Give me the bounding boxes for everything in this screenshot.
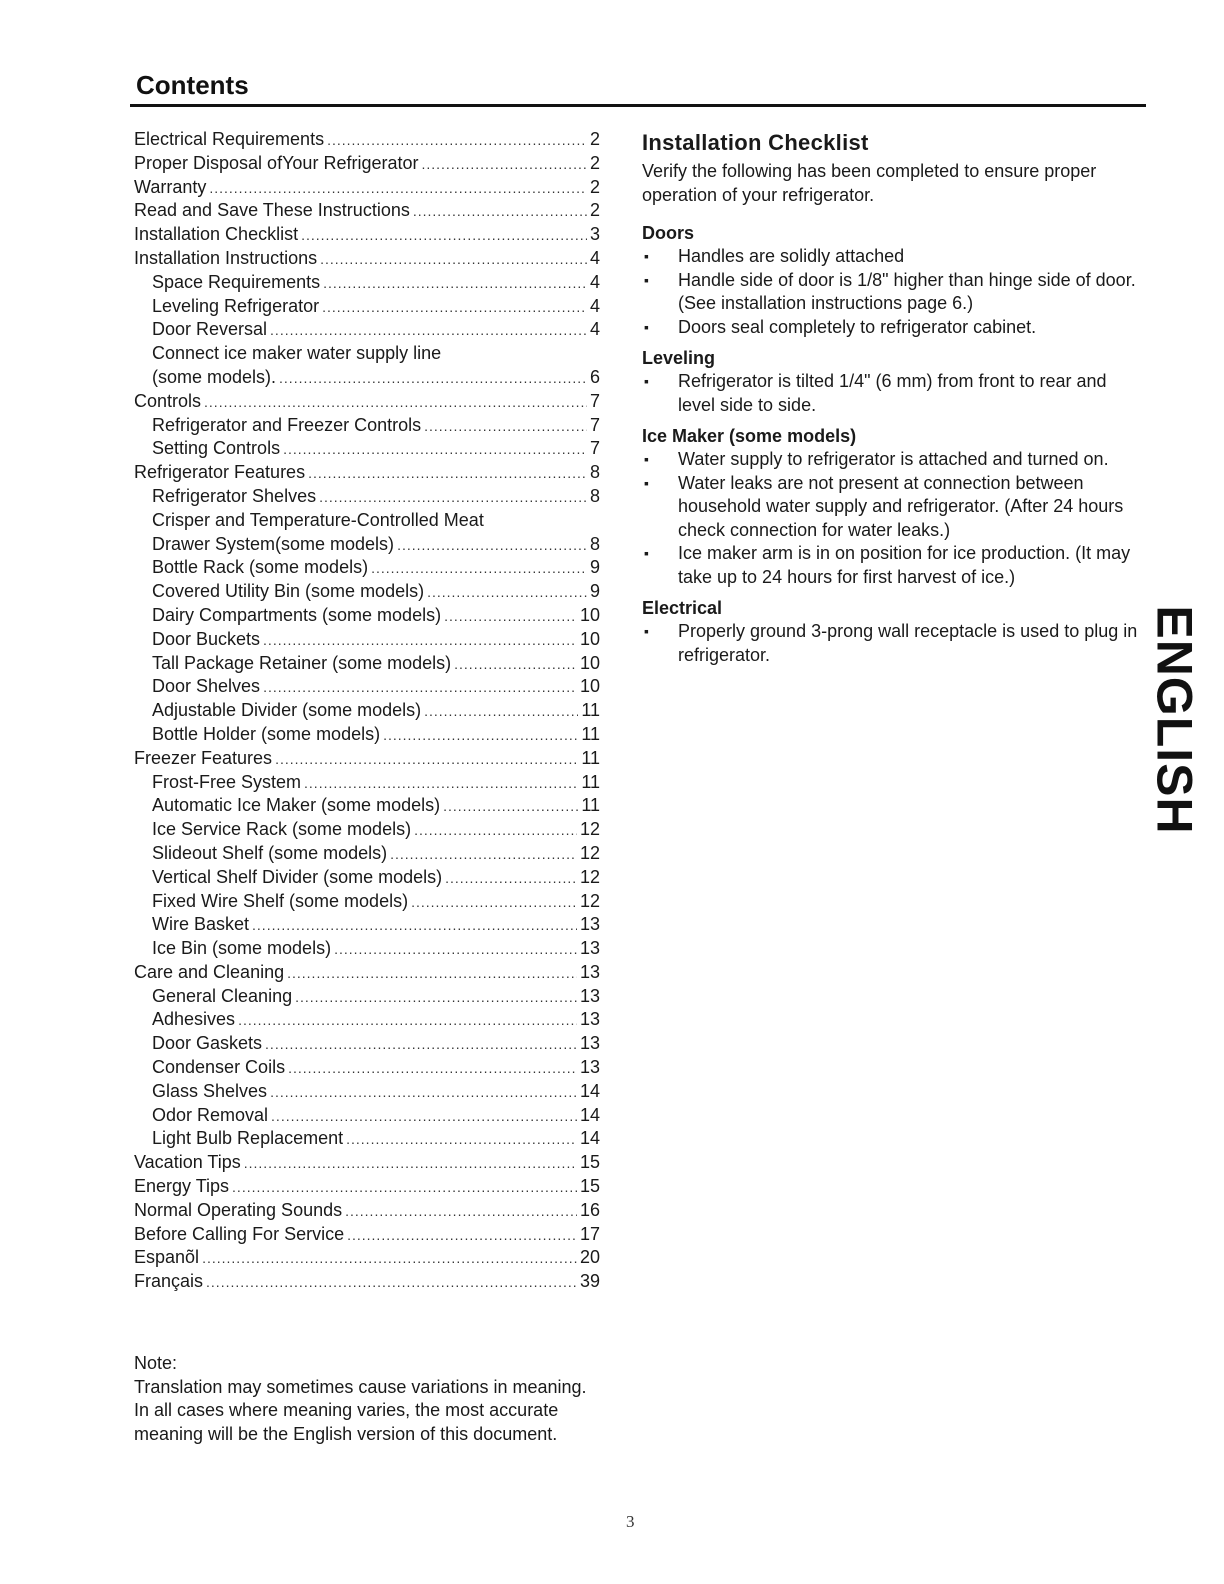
- toc-entry-page: 39: [579, 1271, 600, 1292]
- bullet-icon: ▪: [644, 318, 649, 335]
- toc-entry-label: Vertical Shelf Divider (some models): [152, 866, 443, 887]
- toc-entry-page: 16: [579, 1199, 600, 1220]
- toc-entry-label: Glass Shelves: [152, 1080, 268, 1101]
- toc-entry-label: Installation Checklist: [134, 224, 299, 245]
- toc-entry-page: 13: [579, 961, 600, 982]
- toc-dot-leader: [244, 1152, 577, 1176]
- installation-checklist: [642, 130, 1142, 674]
- bullet-icon: ▪: [644, 248, 649, 264]
- toc-entry[interactable]: [134, 1151, 600, 1175]
- translation-note: [134, 1352, 654, 1446]
- checklist-item: [642, 316, 1142, 340]
- toc-entry-page: 20: [579, 1247, 600, 1268]
- language-side-tab: [1147, 604, 1203, 836]
- toc-entry-label: Espanõl: [134, 1247, 200, 1268]
- toc-dot-leader: [238, 1009, 577, 1033]
- checklist-section: [642, 346, 1142, 417]
- toc-entry-label: Freezer Features: [134, 747, 273, 768]
- toc-dot-leader: [445, 867, 577, 891]
- toc-entry-page: 10: [579, 652, 600, 673]
- toc-entry-label: Ice Bin (some models): [152, 938, 332, 959]
- toc-dot-leader: [397, 534, 587, 558]
- toc-entry-label: Leveling Refrigerator: [152, 295, 320, 316]
- checklist-item-text: Refrigerator is tilted 1/4" (6 mm) from front to rear and level side to side.: [678, 371, 1107, 415]
- checklist-section: [642, 596, 1142, 667]
- toc-entry[interactable]: [134, 176, 600, 200]
- toc-dot-leader: [270, 1081, 577, 1105]
- toc-entry[interactable]: [134, 628, 600, 652]
- toc-entry-label: Proper Disposal ofYour Refrigerator: [134, 152, 419, 173]
- toc-entry-label: Dairy Compartments (some models): [152, 604, 442, 625]
- toc-dot-leader: [424, 700, 578, 724]
- checklist-item-text: Doors seal completely to refrigerator cabinet.: [678, 316, 1037, 337]
- toc-entry-label: Vacation Tips: [134, 1152, 241, 1173]
- checklist-section: [642, 221, 1142, 339]
- toc-entry[interactable]: [134, 1032, 600, 1056]
- toc-dot-leader: [209, 177, 587, 201]
- toc-dot-leader: [454, 653, 577, 677]
- toc-entry[interactable]: [134, 913, 600, 937]
- toc-entry[interactable]: [134, 199, 600, 223]
- toc-entry-page: 15: [579, 1176, 600, 1197]
- checklist-item: [642, 245, 1142, 269]
- toc-entry[interactable]: [134, 580, 600, 604]
- toc-entry[interactable]: [134, 747, 600, 771]
- checklist-item: [642, 448, 1142, 472]
- toc-dot-leader: [304, 772, 578, 796]
- toc-dot-leader: [283, 438, 587, 462]
- toc-entry-label: Slideout Shelf (some models): [152, 842, 388, 863]
- checklist-item-text: Water leaks are not present at connection between household water supply and refrigerator. (After 24 hours check connection for water leaks.): [678, 472, 1124, 540]
- toc-entry-label: Space Requirements: [152, 271, 321, 292]
- toc-entry-label: Setting Controls: [152, 438, 281, 459]
- toc-entry[interactable]: [134, 961, 600, 985]
- checklist-item: [642, 620, 1142, 667]
- toc-entry-label: Energy Tips: [134, 1176, 230, 1197]
- toc-entry-page: 11: [581, 771, 600, 792]
- toc-entry-label: General Cleaning: [152, 985, 293, 1006]
- checklist-sections: [642, 221, 1142, 667]
- toc-entry-label: Tall Package Retainer (some models): [152, 652, 452, 673]
- toc-entry[interactable]: [134, 128, 600, 152]
- bullet-icon: ▪: [644, 474, 649, 491]
- toc-dot-leader: [271, 1105, 577, 1129]
- toc-dot-leader: [334, 938, 577, 962]
- toc-entry-label: Electrical Requirements: [134, 129, 325, 149]
- toc-entry-page: 10: [579, 676, 600, 697]
- page-number: 3: [626, 1512, 635, 1531]
- toc-entry-label: Controls: [134, 390, 202, 411]
- toc-dot-leader: [270, 319, 587, 343]
- toc-entry-page: 2: [589, 152, 600, 173]
- toc-entry-page: 17: [579, 1223, 600, 1244]
- toc-entry-label: Adhesives: [152, 1009, 236, 1030]
- toc-dot-leader: [424, 415, 587, 439]
- toc-entry-page: 14: [579, 1104, 600, 1125]
- toc-entry[interactable]: [134, 818, 600, 842]
- toc-entry[interactable]: [134, 842, 600, 866]
- toc-entry-page: 10: [579, 604, 600, 625]
- table-of-contents: [134, 128, 600, 1294]
- toc-entry[interactable]: [134, 866, 600, 890]
- toc-entry[interactable]: [134, 723, 600, 747]
- bullet-icon: ▪: [644, 545, 649, 561]
- toc-entry[interactable]: [134, 271, 600, 295]
- toc-dot-leader: [414, 819, 577, 843]
- checklist-title: Installation Checklist: [642, 130, 869, 155]
- toc-entry-page: 4: [589, 295, 600, 316]
- toc-entry[interactable]: [134, 223, 600, 247]
- toc-entry-page: 7: [589, 438, 600, 459]
- toc-entry-label: Light Bulb Replacement: [152, 1128, 344, 1149]
- toc-entry-page: 12: [579, 866, 600, 887]
- toc-entry-page: 15: [579, 1152, 600, 1173]
- checklist-items: [642, 370, 1142, 417]
- toc-dot-leader: [263, 629, 577, 653]
- toc-entry[interactable]: [134, 794, 600, 818]
- toc-entry-page: 2: [589, 200, 600, 221]
- toc-entry[interactable]: [134, 652, 600, 676]
- toc-dot-leader: [279, 367, 587, 391]
- toc-dot-leader: [265, 1033, 577, 1057]
- toc-entry-page: 7: [589, 390, 600, 411]
- toc-dot-leader: [295, 986, 577, 1010]
- toc-entry-label: Covered Utility Bin (some models): [152, 581, 425, 602]
- toc-entry-page: 12: [579, 819, 600, 840]
- bullet-icon: ▪: [644, 623, 649, 639]
- toc-dot-leader: [202, 1247, 577, 1271]
- checklist-section-heading: Ice Maker (some models): [642, 426, 857, 446]
- toc-entry[interactable]: [134, 556, 600, 580]
- toc-entry[interactable]: [134, 485, 600, 509]
- toc-entry-label: Condenser Coils: [152, 1057, 286, 1078]
- toc-entry[interactable]: [134, 771, 600, 795]
- toc-entry-label: Bottle Holder (some models): [152, 723, 381, 744]
- toc-dot-leader: [263, 676, 577, 700]
- toc-entry[interactable]: [134, 247, 600, 271]
- toc-entry-label: Automatic Ice Maker (some models): [152, 795, 441, 816]
- toc-entry-page: 7: [589, 414, 600, 435]
- toc-dot-leader: [411, 891, 577, 915]
- toc-entry-label: Drawer System(some models): [152, 533, 395, 554]
- toc-entry[interactable]: [134, 675, 600, 699]
- toc-entry-label: Door Buckets: [152, 628, 261, 649]
- toc-entry-label: (some models).: [152, 366, 277, 387]
- toc-entry[interactable]: [134, 937, 600, 961]
- toc-dot-leader: [421, 153, 587, 177]
- checklist-item: [642, 370, 1142, 417]
- toc-entry[interactable]: [134, 604, 600, 628]
- toc-entry-page: 8: [589, 462, 600, 483]
- toc-entry-page: 13: [579, 985, 600, 1006]
- toc-entry-label: Bottle Rack (some models): [152, 557, 369, 578]
- checklist-item: [642, 542, 1142, 589]
- toc-dot-leader: [288, 1057, 577, 1081]
- toc-entry[interactable]: [134, 1104, 600, 1128]
- checklist-section-heading: Leveling: [642, 348, 716, 368]
- toc-entry-page: 8: [589, 533, 600, 554]
- toc-entry-label: Before Calling For Service: [134, 1223, 345, 1244]
- toc-entry-page: 3: [589, 224, 600, 245]
- toc-entry-label: Refrigerator and Freezer Controls: [152, 414, 422, 435]
- toc-entry-page: 8: [589, 485, 600, 506]
- toc-entry-page: 13: [579, 938, 600, 959]
- checklist-intro: Verify the following has been completed to ensure proper operation of your refrigerator.: [642, 161, 1097, 205]
- toc-dot-leader: [206, 1271, 577, 1295]
- toc-dot-leader: [322, 296, 587, 320]
- page-title: Contents: [136, 70, 249, 100]
- toc-entry[interactable]: [134, 1246, 600, 1270]
- toc-entry-page: 12: [579, 842, 600, 863]
- toc-entry[interactable]: [134, 437, 600, 461]
- checklist-section: [642, 424, 1142, 589]
- toc-entry-label: Wire Basket: [152, 914, 250, 935]
- toc-entry[interactable]: [134, 366, 600, 390]
- toc-entry-page: 9: [589, 557, 600, 578]
- toc-entry-page: 10: [579, 628, 600, 649]
- toc-entry[interactable]: [134, 1223, 600, 1247]
- toc-dot-leader: [320, 248, 587, 272]
- language-label: ENGLISH: [1147, 605, 1203, 835]
- toc-entry-page: 11: [581, 795, 600, 816]
- toc-dot-leader: [323, 272, 587, 296]
- toc-entry[interactable]: [134, 1080, 600, 1104]
- toc-dot-leader: [319, 486, 587, 510]
- toc-entry-label: Odor Removal: [152, 1104, 269, 1125]
- toc-entry[interactable]: [134, 1175, 600, 1199]
- toc-dot-leader: [346, 1128, 577, 1152]
- toc-dot-leader: [301, 224, 587, 248]
- toc-entry-label: Adjustable Divider (some models): [152, 700, 422, 721]
- toc-entry-page: 9: [589, 581, 600, 602]
- toc-entry-page: 4: [589, 319, 600, 340]
- toc-entry-label: Installation Instructions: [134, 247, 318, 268]
- checklist-item: [642, 269, 1142, 316]
- title-divider: [130, 104, 1146, 107]
- note-line: In all cases where meaning varies, the most accurate: [134, 1400, 559, 1420]
- toc-entry-label: Français: [134, 1271, 204, 1292]
- toc-dot-leader: [390, 843, 577, 867]
- toc-entry[interactable]: [134, 533, 600, 557]
- checklist-item-text: Ice maker arm is in on position for ice production. (It may take up to 24 hours for first harvest of ice.): [678, 543, 1131, 587]
- toc-entry-page: 13: [579, 914, 600, 935]
- toc-entry-page: 13: [579, 1033, 600, 1054]
- checklist-items: [642, 620, 1142, 667]
- toc-dot-leader: [308, 462, 587, 486]
- toc-entry[interactable]: [134, 342, 600, 366]
- toc-dot-leader: [252, 914, 577, 938]
- toc-entry[interactable]: [134, 1008, 600, 1032]
- toc-entry[interactable]: [134, 890, 600, 914]
- toc-entry-label: Fixed Wire Shelf (some models): [152, 890, 409, 911]
- toc-entry-label: Connect ice maker water supply line: [152, 343, 442, 364]
- bullet-icon: ▪: [644, 451, 649, 467]
- toc-entry-page: 4: [589, 247, 600, 268]
- toc-entry[interactable]: [134, 295, 600, 319]
- checklist-items: [642, 448, 1142, 589]
- toc-dot-leader: [275, 748, 578, 772]
- toc-entry[interactable]: [134, 509, 600, 533]
- toc-entry[interactable]: [134, 1056, 600, 1080]
- toc-entry-page: 2: [589, 176, 600, 197]
- bullet-icon: ▪: [644, 271, 649, 288]
- toc-entry-label: Refrigerator Features: [134, 462, 306, 483]
- checklist-item-text: Handle side of door is 1/8" higher than hinge side of door. (See installation instructions page 6.): [678, 269, 1136, 313]
- toc-entry[interactable]: [134, 985, 600, 1009]
- toc-entry-page: 12: [579, 890, 600, 911]
- toc-dot-leader: [347, 1224, 577, 1248]
- toc-entry-page: 2: [589, 129, 600, 149]
- checklist-item-text: Handles are solidly attached: [678, 246, 905, 266]
- toc-entry-label: Door Gaskets: [152, 1033, 263, 1054]
- toc-entry-page: 11: [581, 723, 600, 744]
- toc-entry[interactable]: [134, 699, 600, 723]
- checklist-section-heading: Doors: [642, 223, 695, 243]
- toc-entry[interactable]: [134, 318, 600, 342]
- toc-entry-page: 14: [579, 1080, 600, 1101]
- checklist-item: [642, 472, 1142, 543]
- checklist-section-heading: Electrical: [642, 598, 723, 618]
- note-heading: Note:: [134, 1353, 178, 1373]
- toc-entry[interactable]: [134, 461, 600, 485]
- toc-dot-leader: [383, 724, 578, 748]
- toc-entry-label: Crisper and Temperature-Controlled Meat: [152, 509, 484, 530]
- bullet-icon: ▪: [644, 373, 649, 389]
- toc-entry[interactable]: [134, 414, 600, 438]
- toc-entry[interactable]: [134, 1270, 600, 1294]
- note-line: meaning will be the English version of this document.: [134, 1423, 558, 1444]
- toc-entry-page: 13: [579, 1009, 600, 1030]
- toc-entry[interactable]: [134, 1199, 600, 1223]
- toc-entry-page: 13: [579, 1057, 600, 1078]
- toc-dot-leader: [287, 962, 577, 986]
- toc-entry[interactable]: [134, 1127, 600, 1151]
- toc-entry-label: Care and Cleaning: [134, 961, 285, 982]
- toc-dot-leader: [444, 605, 577, 629]
- toc-entry-label: Frost-Free System: [152, 771, 302, 792]
- toc-entry-page: 6: [589, 366, 600, 387]
- toc-entry-page: 14: [579, 1128, 600, 1149]
- toc-entry-label: Door Shelves: [152, 676, 261, 697]
- toc-dot-leader: [443, 795, 578, 819]
- toc-entry-page: 11: [581, 747, 600, 768]
- toc-entry[interactable]: [134, 152, 600, 176]
- toc-dot-leader: [427, 581, 587, 605]
- toc-dot-leader: [232, 1176, 577, 1200]
- checklist-item-text: Water supply to refrigerator is attached and turned on.: [678, 449, 1109, 469]
- toc-entry-label: Normal Operating Sounds: [134, 1199, 343, 1220]
- note-line: Translation may sometimes cause variations in meaning.: [134, 1376, 587, 1397]
- toc-entry-page: 11: [581, 700, 600, 721]
- toc-dot-leader: [327, 129, 587, 153]
- toc-entry-page: 4: [589, 271, 600, 292]
- toc-entry-label: Read and Save These Instructions: [134, 200, 410, 221]
- toc-dot-leader: [204, 391, 587, 415]
- toc-entry-label: Door Reversal: [152, 319, 268, 340]
- toc-dot-leader: [371, 557, 587, 581]
- checklist-item-text: Properly ground 3-prong wall receptacle is used to plug in refrigerator.: [678, 621, 1138, 665]
- toc-dot-leader: [413, 200, 587, 224]
- toc-entry-label: Warranty: [134, 176, 207, 197]
- toc-entry-label: Ice Service Rack (some models): [152, 819, 412, 840]
- toc-entry-label: Refrigerator Shelves: [152, 485, 317, 506]
- toc-dot-leader: [345, 1200, 577, 1224]
- checklist-items: [642, 245, 1142, 339]
- toc-entry[interactable]: [134, 390, 600, 414]
